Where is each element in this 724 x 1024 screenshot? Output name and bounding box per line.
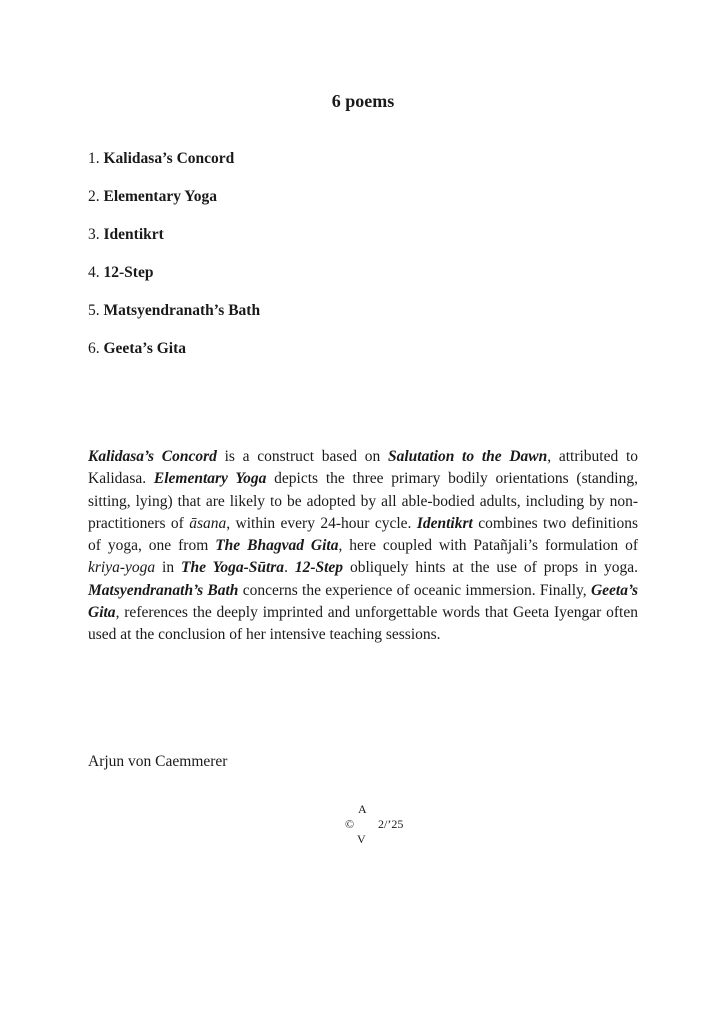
work-title-reference: Elementary Yoga xyxy=(153,470,267,488)
author-name: Arjun von Caemmerer xyxy=(88,753,228,770)
poem-list-item xyxy=(88,224,260,245)
poem-title: 12-Step xyxy=(103,264,154,281)
work-title-reference: Kalidasa’s Concord xyxy=(88,448,217,465)
description-text: depicts the three primary bodily orientations (standing, sitting, lying) that are likely to be adopted by all able-bodied adults, including by non-practitioners of xyxy=(88,470,638,532)
colophon-monogram xyxy=(335,800,435,852)
work-title-reference: Salutation to the Dawn xyxy=(388,448,548,465)
poem-number: 3. xyxy=(88,226,104,243)
work-title-reference: The Yoga-Sūtra xyxy=(180,559,285,577)
description-text: , references the deeply imprinted and unforgettable words that Geeta Iyengar often used at the conclusion of her intensive teaching sessions. xyxy=(88,604,638,644)
poem-list-item xyxy=(88,300,260,321)
description-text: , attributed to Kalidasa. xyxy=(88,448,639,488)
colophon-date: 2/’25 xyxy=(378,817,404,831)
work-title-reference: Matsyendranath’s Bath xyxy=(88,581,239,599)
poem-list xyxy=(88,148,260,376)
description-paragraph xyxy=(88,446,638,647)
monogram-letter-v: V xyxy=(357,832,366,846)
work-title-reference: Identikrt xyxy=(416,514,473,532)
copyright-icon: © xyxy=(345,817,355,831)
description-text: concerns the experience of oceanic immersion. Finally, xyxy=(238,581,591,599)
description-text: , within every 24-hour cycle. xyxy=(226,514,417,532)
poem-title: Elementary Yoga xyxy=(103,188,218,205)
work-title-reference: kriya-yoga xyxy=(88,559,156,577)
monogram-letter-a: A xyxy=(358,802,367,816)
poem-list-item xyxy=(88,338,260,359)
description-text: combines two definitions of yoga, one from xyxy=(88,514,638,555)
poem-list-item xyxy=(88,186,260,207)
poem-list-item xyxy=(88,148,260,169)
poem-number: 4. xyxy=(88,264,104,281)
description-text: , here coupled with Patañjali’s formulation of xyxy=(338,537,638,555)
poem-title: Identikrt xyxy=(103,226,164,243)
work-title-reference: 12-Step xyxy=(294,559,344,577)
poem-number: 5. xyxy=(88,302,104,319)
poem-number: 2. xyxy=(88,188,104,205)
description-text: obliquely hints at the use of props in yoga. xyxy=(343,559,638,577)
description-text: in xyxy=(155,559,181,577)
poem-title: Matsyendranath’s Bath xyxy=(103,302,261,319)
description-text: . xyxy=(284,559,295,577)
work-title-reference: The Bhagvad Gita xyxy=(215,537,339,555)
poem-title: Geeta’s Gita xyxy=(103,340,186,357)
poem-number: 6. xyxy=(88,340,104,357)
poem-list-item xyxy=(88,262,260,283)
work-title-reference: Geeta’s Gita xyxy=(88,581,638,622)
description-text: is a construct based on xyxy=(216,448,388,465)
poem-number: 1. xyxy=(88,150,104,167)
poem-title: Kalidasa’s Concord xyxy=(103,150,235,167)
page-title: 6 poems xyxy=(331,91,395,111)
work-title-reference: āsana xyxy=(189,514,227,532)
